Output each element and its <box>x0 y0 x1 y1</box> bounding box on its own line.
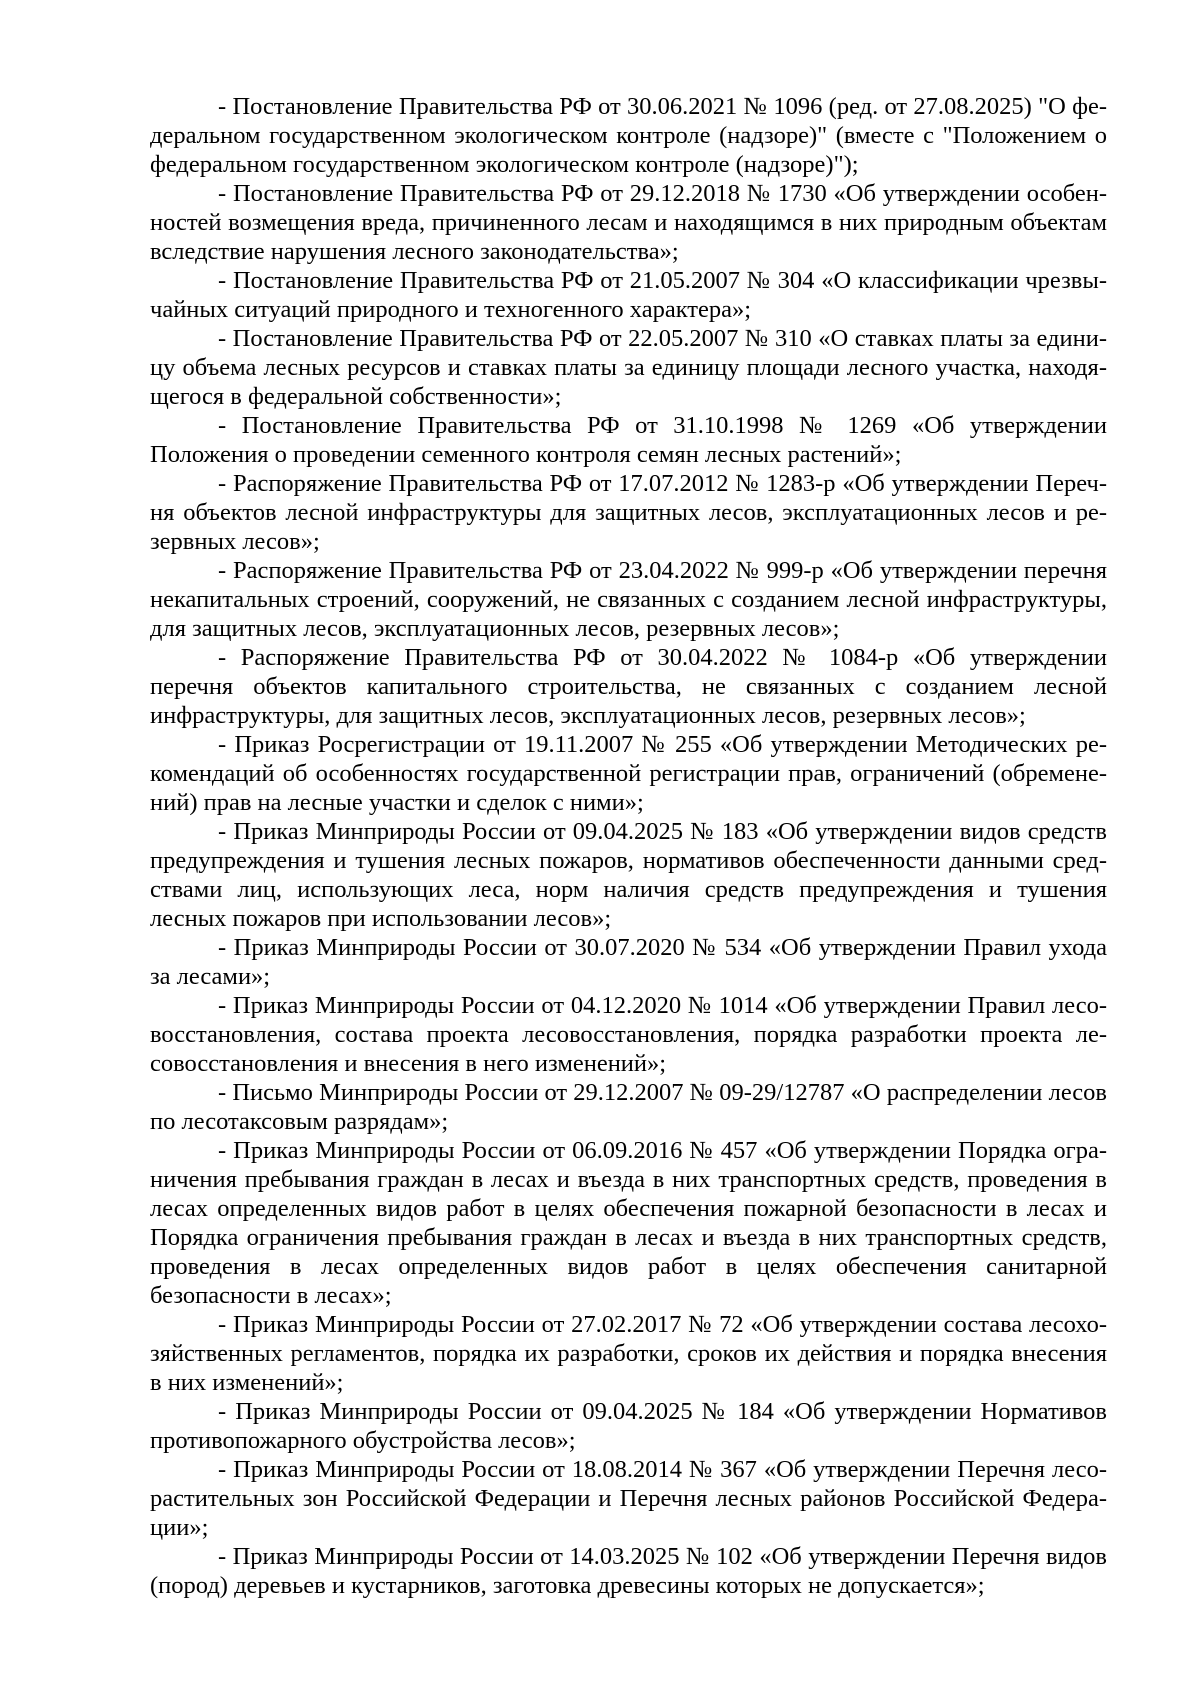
list-item: - Приказ Минприроды России от 09.04.2025 № 184 «Об утверждении Нормативов противопожарного обустройства лесов»; <box>150 1398 1107 1454</box>
list-item: - Приказ Минприроды России от 27.02.2017 № 72 «Об утверждении состава лесохозяйственных регламентов, порядка их разработки, сроков их действия и порядка внесения в них изменений»; <box>150 1311 1107 1396</box>
list-item: - Приказ Минприроды России от 09.04.2025 № 183 «Об утверждении видов средств предупреждения и тушения лесных пожаров, нормативов обеспеченности данными средствами лиц, использующих леса, норм наличия средств предупреждения и тушения лесных пожаров при использовании лесов»; <box>150 818 1107 932</box>
list-item: - Постановление Правительства РФ от 31.10.1998 № 1269 «Об утверждении Положения о проведении семенного контроля семян лесных растений»; <box>150 412 1107 468</box>
list-item: - Распоряжение Правительства РФ от 23.04.2022 № 999-р «Об утверждении перечня некапитальных строений, сооружений, не связанных с созданием лесной инфраструктуры, для защитных лесов, эксплуатационных лесов, резервных лесов»; <box>150 557 1107 642</box>
list-item: - Распоряжение Правительства РФ от 30.04.2022 № 1084-р «Об утверждении перечня объектов капитального строительства, не связанных с созданием лесной инфраструктуры, для защитных лесов, эксплуатационных лесов, резервных лесов»; <box>150 644 1107 729</box>
list-item: - Постановление Правительства РФ от 29.12.2018 № 1730 «Об утверждении особенностей возмещения вреда, причиненного лесам и находящимся в них природным объектам вследствие нарушения лесного законодательства»; <box>150 180 1107 265</box>
list-item: - Приказ Минприроды России от 18.08.2014 № 367 «Об утверждении Перечня лесорастительных зон Российской Федерации и Перечня лесных районов Российской Федерации»; <box>150 1456 1107 1541</box>
list-item: - Письмо Минприроды России от 29.12.2007 № 09-29/12787 «О распределении лесов по лесотаксовым разрядам»; <box>150 1079 1107 1135</box>
list-item: - Приказ Росрегистрации от 19.11.2007 № 255 «Об утверждении Методических рекомендаций об особенностях государственной регистрации прав, ограничений (обременений) прав на лесные участки и сделок с ними»; <box>150 731 1107 816</box>
list-item: - Постановление Правительства РФ от 30.06.2021 № 1096 (ред. от 27.08.2025) "О федеральном государственном экологическом контроле (надзоре)" (вместе с "Положением о федеральном государственном экологическом контроле (надзоре)"); <box>150 93 1107 178</box>
list-item: - Постановление Правительства РФ от 22.05.2007 № 310 «О ставках платы за единицу объема лесных ресурсов и ставках платы за единицу площади лесного участка, находящегося в федеральной собственности»; <box>150 325 1107 410</box>
list-item: - Распоряжение Правительства РФ от 17.07.2012 № 1283-р «Об утверждении Перечня объектов лесной инфраструктуры для защитных лесов, эксплуатационных лесов и резервных лесов»; <box>150 470 1107 555</box>
list-item: - Приказ Минприроды России от 14.03.2025 № 102 «Об утверждении Перечня видов (пород) деревьев и кустарников, заготовка древесины которых не допускается»; <box>150 1543 1107 1599</box>
list-item: - Приказ Минприроды России от 30.07.2020 № 534 «Об утверждении Правил ухода за лесами»; <box>150 934 1107 990</box>
document-body <box>150 92 1107 1600</box>
list-item: - Постановление Правительства РФ от 21.05.2007 № 304 «О классификации чрезвычайных ситуаций природного и техногенного характера»; <box>150 267 1107 323</box>
list-item: - Приказ Минприроды России от 04.12.2020 № 1014 «Об утверждении Правил лесовосстановления, состава проекта лесовосстановления, порядка разработки проекта лесовосстановления и внесения в него изменений»; <box>150 992 1107 1077</box>
list-item: - Приказ Минприроды России от 06.09.2016 № 457 «Об утверждении Порядка ограничения пребывания граждан в лесах и въезда в них транспортных средств, проведения в лесах определенных видов работ в целях обеспечения пожарной безопасности в лесах и Порядка ограничения пребывания граждан в лесах и въезда в них транспортных средств, проведения в лесах определенных видов работ в целях обеспечения санитарной безопасности в лесах»; <box>150 1137 1107 1309</box>
